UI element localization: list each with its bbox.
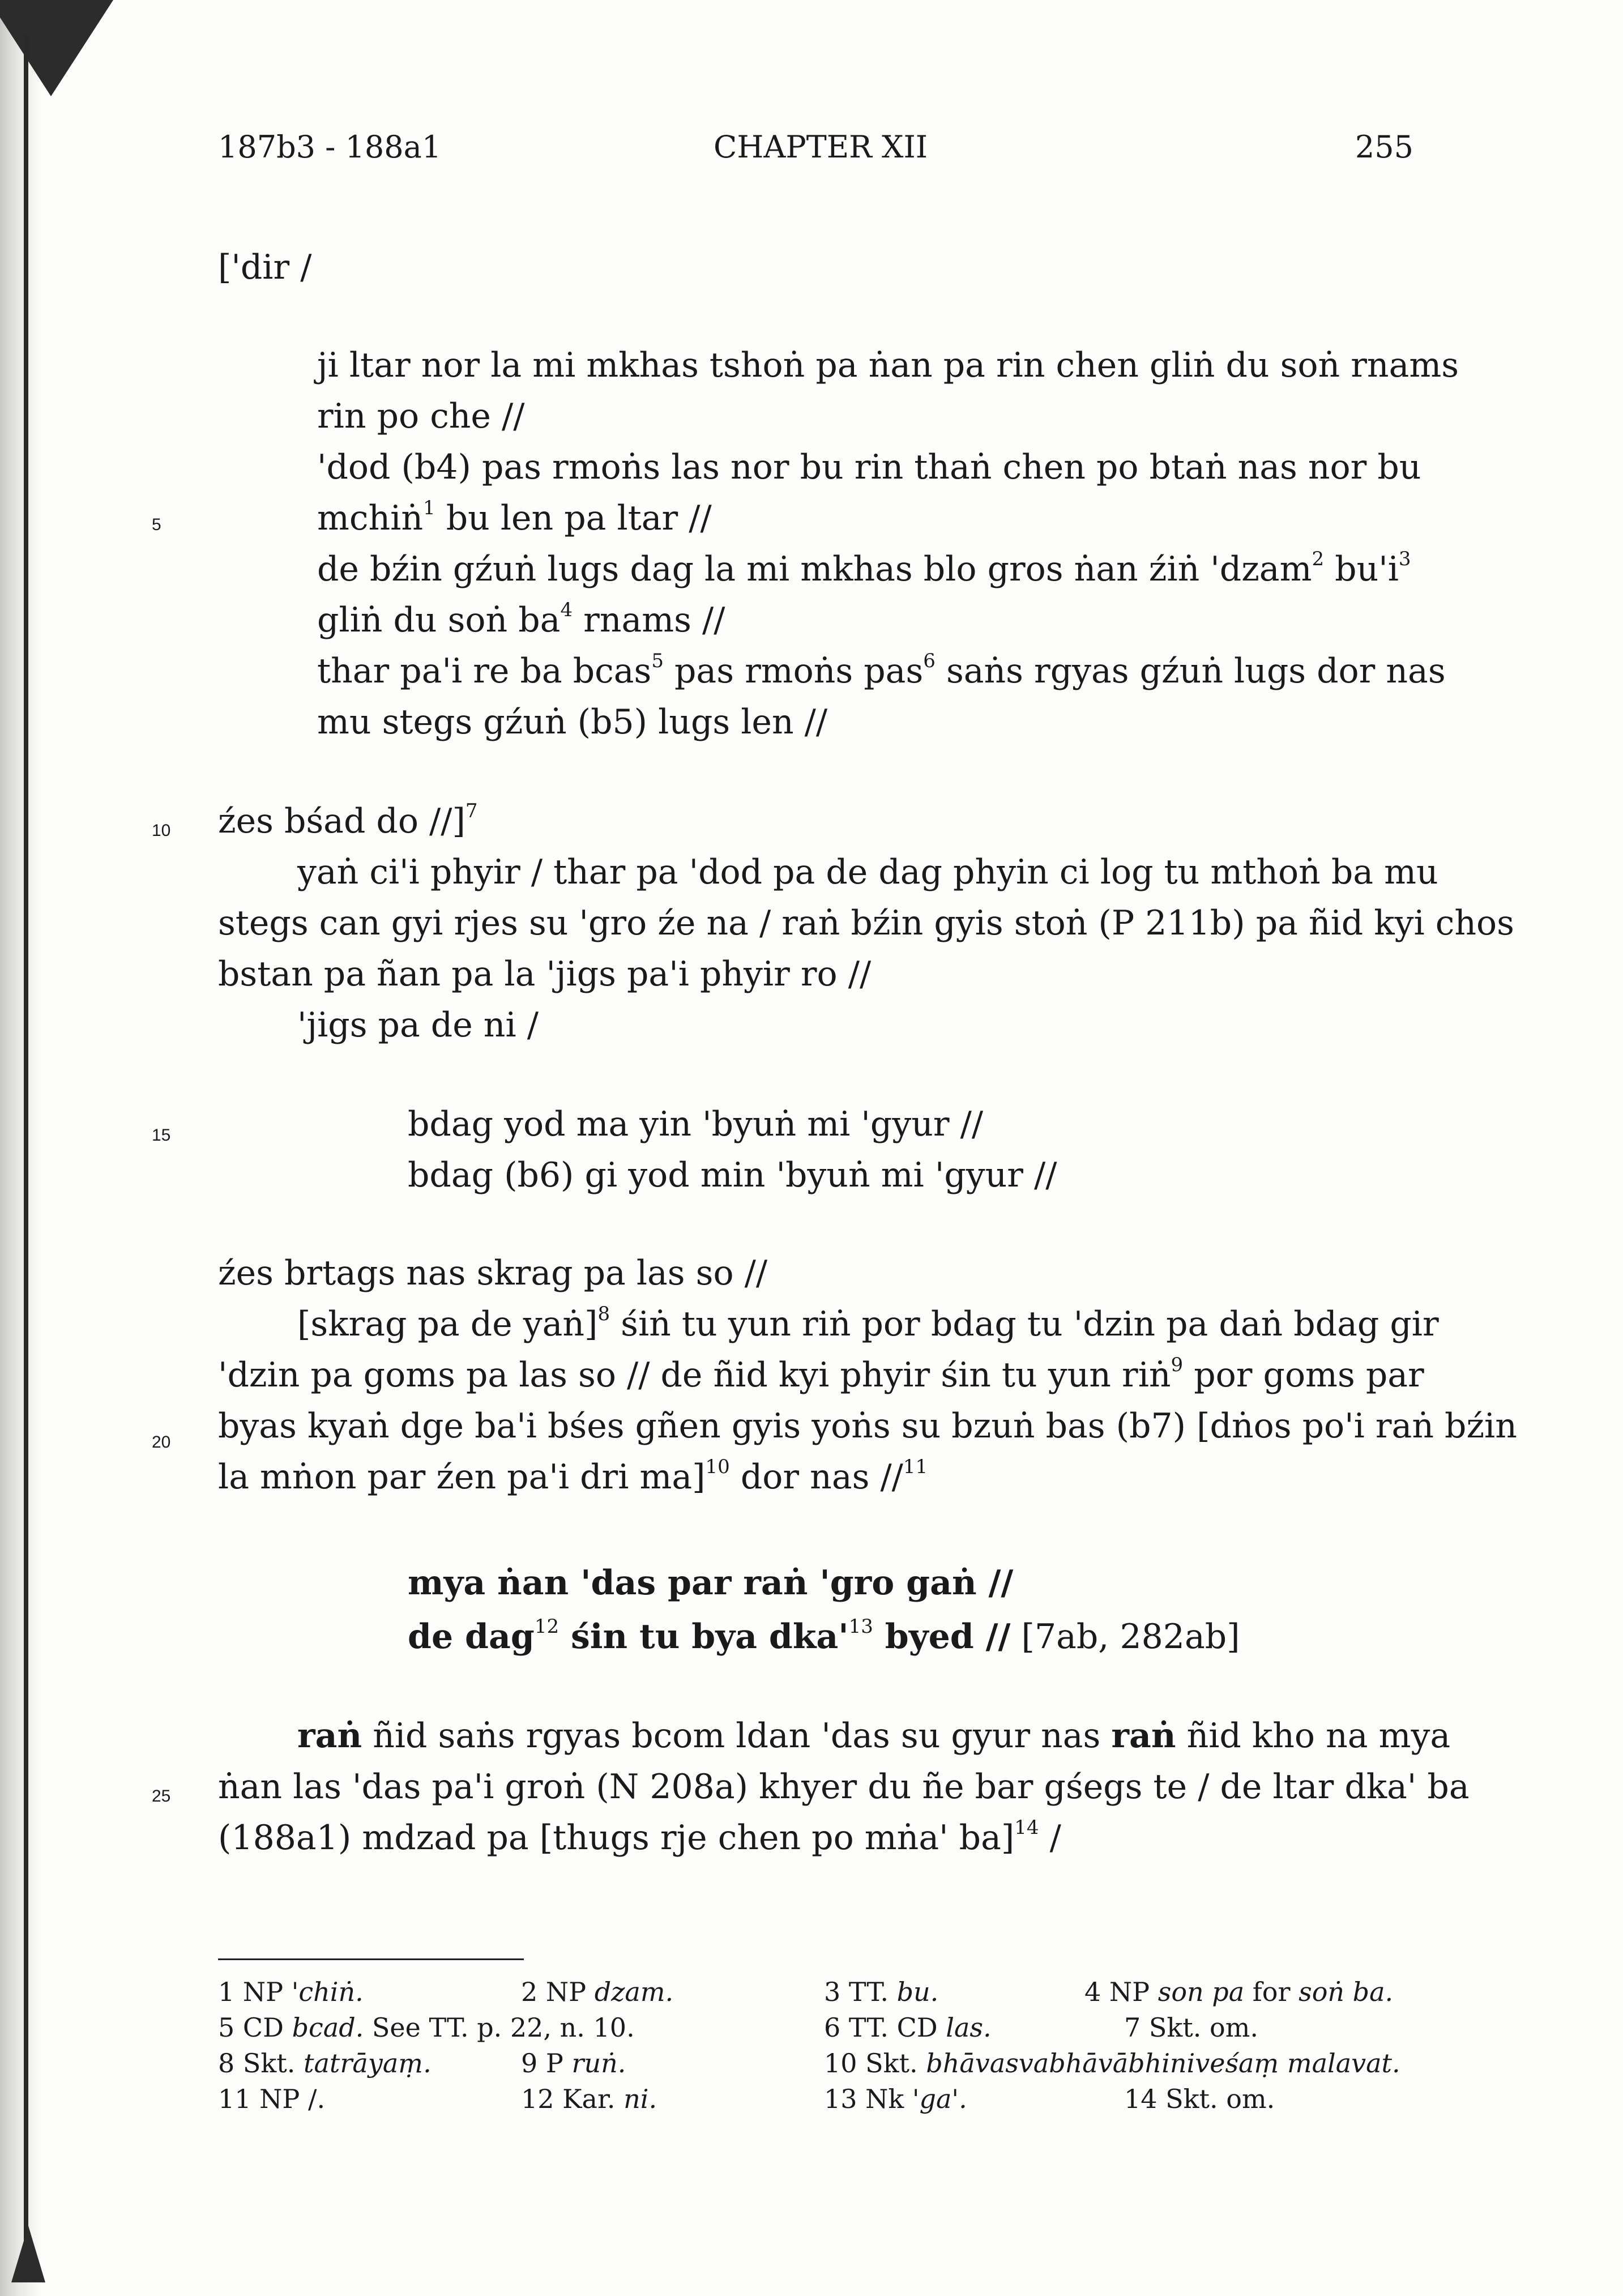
footnote: 10 Skt. bhāvasvabhāvābhiniveśaṃ malavat.	[824, 2048, 1400, 2079]
footnote: 2 NP dzam.	[521, 1977, 674, 2007]
footnote-rule	[218, 1958, 524, 1960]
footnote: 7 Skt. om.	[1124, 2012, 1258, 2043]
text-line: źes bśad do //]$^7$	[218, 800, 478, 841]
text-line: (188a1) mdzad pa [thugs rje chen po mṅa' ba]$^{14}$ /	[218, 1816, 1061, 1858]
footnote-ref: 7	[465, 800, 478, 822]
footnote-ref: 10	[705, 1456, 730, 1478]
verse-line: rin po che //	[317, 396, 525, 436]
text-line: źes brtags nas skrag pa las so //	[218, 1253, 768, 1293]
verse-line: de bźin gźuṅ lugs dag la mi mkhas blo gros ṅan źiṅ 'dzam$^2$ $bu'i^3$	[317, 548, 1411, 589]
text-line: byas kyaṅ dge ba'i bśes gñen gyis yoṅs su bzuṅ bas (b7) [dṅos po'i raṅ bźin	[218, 1406, 1517, 1446]
root-verse-line: mya ṅan 'das par raṅ 'gro gaṅ //	[408, 1563, 1014, 1603]
binding-edge	[24, 34, 28, 2277]
line-number-20: 20	[152, 1433, 171, 1452]
text-line: [skrag pa de yaṅ]$^8$ śiṅ tu yun riṅ por bdag tu 'dzin pa daṅ bdag gir	[297, 1303, 1439, 1344]
header-chapter-title: CHAPTER XII	[714, 129, 928, 165]
footnote-ref: 14	[1014, 1816, 1039, 1839]
text-line: la mṅon par źen pa'i dri ma]$^{10}$ dor nas //$^{11}$	[218, 1456, 928, 1497]
footnote-ref: 3	[1398, 548, 1411, 570]
line-number-15: 15	[152, 1126, 171, 1145]
footnote-ref: 6	[923, 650, 936, 672]
footnote-ref: 2	[1312, 548, 1325, 570]
footnote: 14 Skt. om.	[1124, 2084, 1275, 2114]
footnote: 12 Kar. ni.	[521, 2084, 657, 2114]
footnote: 1 NP 'chiṅ.	[218, 1977, 364, 2007]
header-folio-range: 187b3 - 188a1	[218, 129, 442, 165]
verse-line: ji ltar nor la mi mkhas tshoṅ pa ṅan pa rin chen gliṅ du soṅ rnams	[317, 345, 1459, 385]
line-number-25: 25	[152, 1787, 171, 1806]
footnote: 4 NP son pa for soṅ ba.	[1084, 1977, 1394, 2007]
text-line: stegs can gyi rjes su 'gro źe na / raṅ bźin gyis stoṅ (P 211b) pa ñid kyi chos	[218, 903, 1514, 943]
text-line: ['dir /	[218, 247, 312, 287]
binding-shadow	[0, 0, 42, 2296]
footnote: 11 NP /.	[218, 2084, 326, 2114]
footnote-ref: 12	[534, 1615, 559, 1638]
verse-reference: [7ab, 282ab]	[1010, 1617, 1240, 1657]
footnote: 5 CD bcad. See TT. p. 22, n. 10.	[218, 2012, 635, 2043]
footnote-ref: 1	[422, 497, 435, 519]
footnote-ref: 8	[597, 1303, 610, 1325]
page-number: 255	[1355, 129, 1413, 165]
verse-line: mchiṅ$^1$ bu len pa ltar //	[317, 497, 712, 538]
line-number-5: 5	[152, 515, 161, 534]
text-line: raṅ ñid saṅs rgyas bcom ldan 'das su gyur nas raṅ ñid kho na mya	[297, 1716, 1451, 1756]
footnote: 13 Nk 'ga'.	[824, 2084, 967, 2114]
binding-corner-top	[0, 0, 113, 96]
verse-line: 'dod (b4) pas rmoṅs las nor bu rin thaṅ chen po btaṅ nas nor bu	[317, 447, 1421, 487]
footnote: 9 P ruṅ.	[521, 2048, 626, 2079]
line-number-10: 10	[152, 821, 171, 840]
footnote-ref: 9	[1171, 1354, 1184, 1376]
footnote: 6 TT. CD las.	[824, 2012, 992, 2043]
text-line: 'dzin pa goms pa las so // de ñid kyi phyir śin tu yun riṅ$^9$ por goms par	[218, 1354, 1424, 1395]
text-line: bstan pa ñan pa la 'jigs pa'i phyir ro //	[218, 954, 872, 994]
footnote-ref: 4	[560, 599, 573, 621]
footnote-ref: 5	[651, 650, 664, 672]
footnote: 8 Skt. tatrāyaṃ.	[218, 2048, 432, 2079]
verse-line: thar pa'i re ba bcas$^5$ pas rmoṅs pas$^6$ saṅs rgyas gźuṅ lugs dor nas	[317, 650, 1446, 691]
quote-line: bdag (b6) gi yod min 'byuṅ mi 'gyur //	[408, 1155, 1057, 1195]
quote-line: bdag yod ma yin 'byuṅ mi 'gyur //	[408, 1104, 984, 1144]
binding-corner-bottom	[11, 2226, 45, 2282]
text-line: 'jigs pa de ni /	[297, 1005, 539, 1045]
footnote-ref: 11	[903, 1456, 928, 1478]
text-line: yaṅ ci'i phyir / thar pa 'dod pa de dag phyin ci log tu mthoṅ ba mu	[297, 852, 1438, 892]
root-verse-line: de dag$^{12}$ śin tu bya $dka'^{13}$ byed // [7ab, 282ab]	[408, 1615, 1240, 1657]
footnote: 3 TT. bu.	[824, 1977, 939, 2007]
text-line: ṅan las 'das pa'i groṅ (N 208a) khyer du ñe bar gśegs te / de ltar dka' ba	[218, 1767, 1470, 1807]
verse-line: gliṅ du soṅ $ba^4$ rnams //	[317, 599, 725, 640]
footnote-ref: 13	[848, 1615, 873, 1638]
verse-line: mu stegs gźuṅ (b5) lugs len //	[317, 702, 828, 742]
